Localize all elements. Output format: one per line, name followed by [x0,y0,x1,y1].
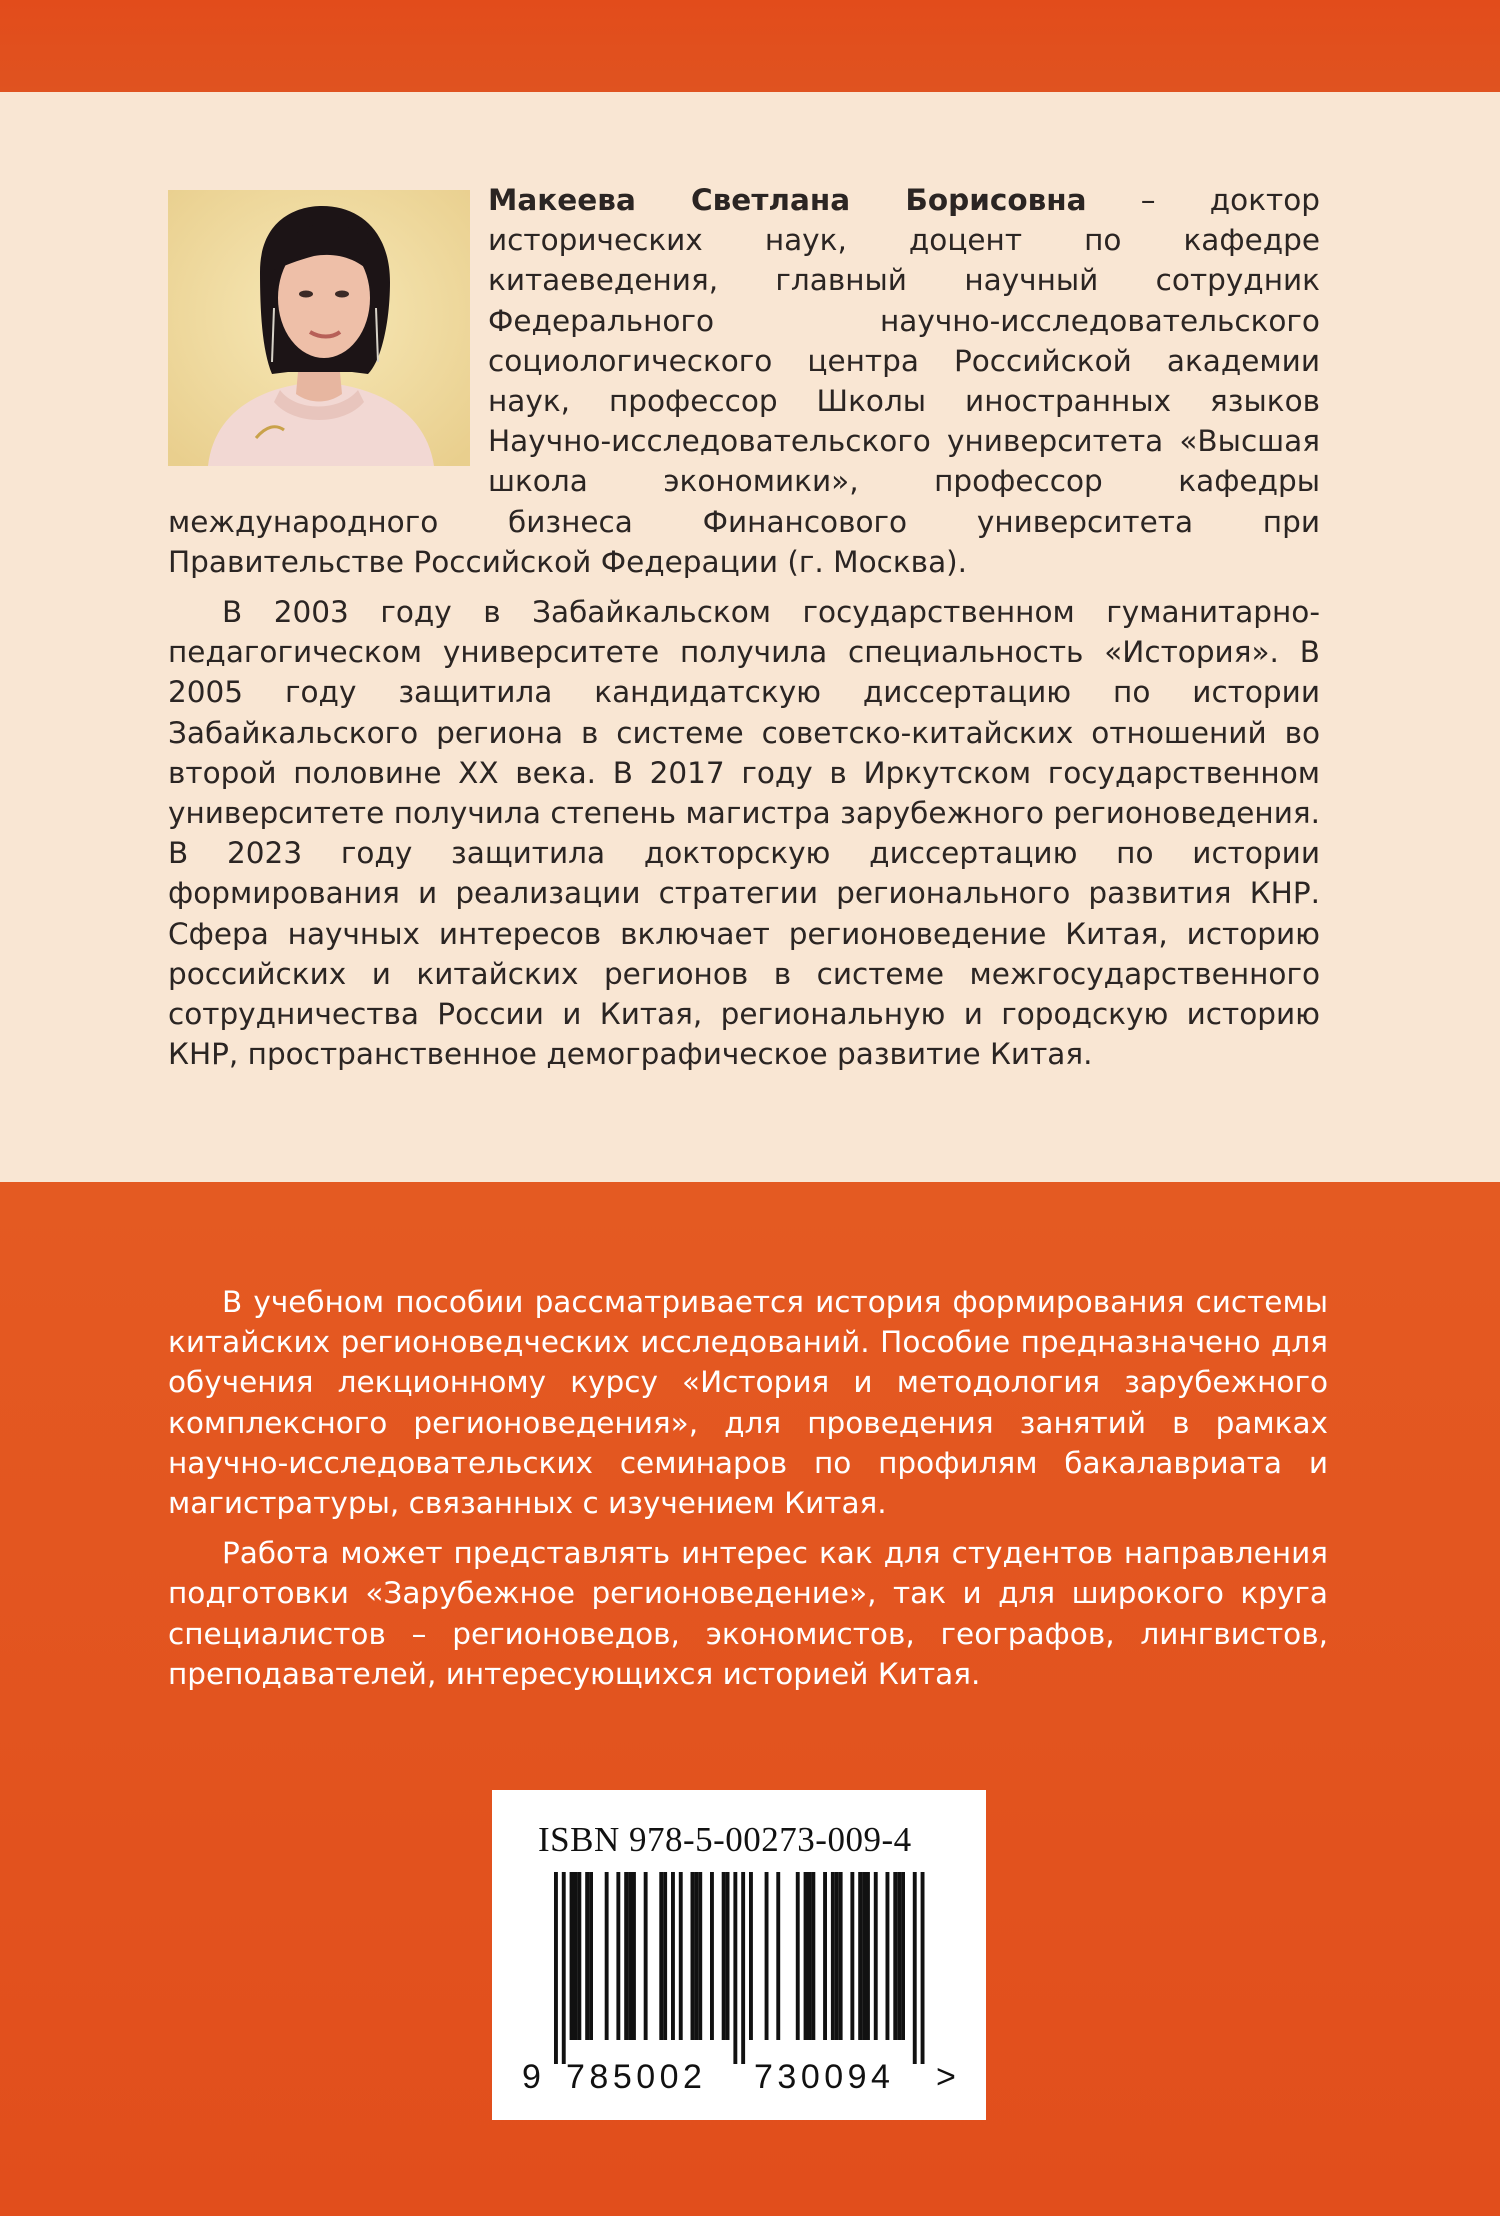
barcode-right-group: 730094 [754,2058,895,2096]
barcode-bar [585,1872,589,2040]
barcode-bar [589,1872,593,2040]
barcode-bar [831,1872,835,2040]
barcode-bar [921,1872,925,2064]
barcode-bar [628,1872,632,2040]
barcode-bar [570,1872,574,2040]
photo-text-wrap-spacer [168,180,488,468]
barcode-bar [574,1872,578,2040]
annotation-paragraph-2: Работа может представлять интерес как для студентов направления подготовки «Зарубежное регионоведение», так и для широкого круга специалистов – регионоведов, экономистов, географов, лингвистов, преподавателей, интересующихся историей Китая. [168,1536,1328,1691]
barcode-bar [866,1872,870,2040]
barcode-left-group: 785002 [566,2058,707,2096]
barcode-bar [741,1872,745,2064]
barcode-bar [901,1872,905,2040]
barcode-bar [605,1872,609,2040]
barcode-bar [679,1872,683,2040]
barcode-bar [850,1872,854,2040]
barcode-bar [659,1872,663,2040]
book-annotation [168,1282,1328,1694]
barcode-bar [804,1872,808,2040]
barcode-bar [862,1872,866,2040]
barcode-bar [893,1872,897,2040]
barcode-bar [554,1872,558,2064]
barcode-bar [874,1872,878,2040]
isbn-label: ISBN 978-5-00273-009-4 [538,1820,912,1859]
barcode-bar [839,1872,843,2040]
barcode-bar [671,1872,675,2040]
barcode-bar [776,1872,780,2040]
barcode-bar [823,1872,827,2040]
bio-intro-text: – доктор исторических наук, доцент по кафедре китаеведения, главный научный сотрудник Федерального научно-исследовательского социологического центра Российской академии наук, профессор Школы иностранных языков Научно-исследовательского университета «Высшая школа экономики», профессор кафедры международного бизнеса Финансового университета при Правительстве Российской Федерации (г. Москва). [168,183,1320,579]
barcode-bar [632,1872,636,2040]
barcode-bar [886,1872,890,2040]
barcode-first-digit: 9 [522,2058,541,2096]
barcode-bar [811,1872,815,2040]
barcode-end-mark: > [936,2058,956,2096]
barcode-bar [691,1872,695,2040]
barcode-bar [616,1872,620,2040]
barcode-bar [562,1872,566,2064]
barcode-bar [710,1872,714,2040]
barcode-bar [726,1872,730,2040]
top-orange-strip [0,0,1500,92]
barcode-bar [858,1872,862,2040]
barcode-bar [698,1872,702,2040]
barcode-bar [733,1872,737,2064]
barcode-bar [765,1872,769,2040]
author-bio [168,180,1320,1074]
barcode-bar [897,1872,901,2040]
barcode-bar [694,1872,698,2040]
annotation-paragraph-1: В учебном пособии рассматривается история формирования системы китайских регионоведческих исследований. Пособие предназначено для обучения лекционному курсу «История и методология зарубежного комплексного регионоведения», для проведения занятий в рамках научно-исследовательских семинаров по профилям бакалавриата и магистратуры, связанных с изучением Китая. [168,1285,1328,1521]
barcode-bar [577,1872,581,2040]
barcode-bar [624,1872,628,2040]
bio-paragraph-career: В 2003 году в Забайкальском государственном гуманитарно-педагогическом университете получила специальность «История». В 2005 году защитила кандидатскую диссертацию по истории Забайкальского региона в системе советско-китайских отношений во второй половине XX века. В 2017 году в Иркутском государственном университете получила степень магистра зарубежного регионоведения. В 2023 году защитила докторскую диссертацию по истории формирования и реализации стратегии регионального развития КНР. Сфера научных интересов включает регионоведение Китая, историю российских и китайских регионов в системе межгосударственного сотрудничества России и Китая, региональную и городскую историю КНР, пространственное демографическое развитие Китая. [168,595,1320,1072]
barcode-bar [796,1872,800,2040]
barcode-digits [522,2058,972,2098]
barcode-bar [913,1872,917,2064]
author-name: Макеева Светлана Борисовна [488,183,1087,217]
barcode-bar [663,1872,667,2040]
barcode-bar [835,1872,839,2040]
isbn-barcode-box [492,1790,986,2120]
barcode-bar [644,1872,648,2040]
barcode-bar [722,1872,726,2040]
barcode-bar [808,1872,812,2040]
barcode-bar [749,1872,753,2040]
